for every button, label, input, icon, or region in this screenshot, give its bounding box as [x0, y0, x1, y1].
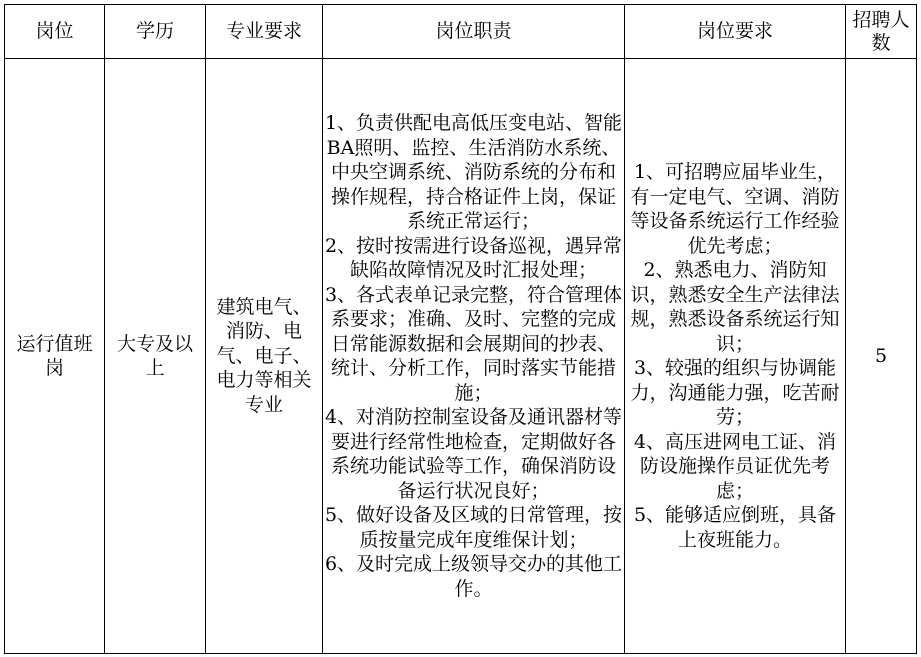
- cell-education: [105, 59, 206, 654]
- header-headcount: [846, 5, 917, 59]
- major-value: 建筑电气、消防、电气、电子、电力等相关专业: [216, 295, 312, 416]
- requirement-item: 3、较强的组织与协调能力，沟通能力强，吃苦耐劳；: [630, 357, 840, 428]
- requirement-item: 2、熟悉电力、消防知识，熟悉安全生产法律法规，熟悉设备系统运行知识；: [630, 259, 840, 355]
- header-education: 学历: [105, 5, 206, 59]
- cell-position: [5, 59, 105, 654]
- duty-item: 1、负责供配电高低压变电站、智能BA照明、监控、生活消防水系统、中央空调系统、消防系统的分布和操作规程，持合格证件上岗，保证系统正常运行；: [324, 112, 623, 232]
- header-major: 专业要求: [206, 5, 323, 59]
- requirement-item: 5、能够适应倒班，具备上夜班能力。: [633, 504, 837, 551]
- cell-duties: [323, 59, 625, 654]
- duty-item: 3、各式表单记录完整，符合管理体系要求；准确、及时、完整的完成日常能源数据和会展期间的抄表、统计、分析工作，同时落实节能措施；: [324, 283, 623, 404]
- cell-requirements: [625, 59, 846, 654]
- cell-headcount: [846, 59, 917, 654]
- duty-item: 2、按时按需进行设备巡视，遇异常缺陷故障情况及时汇报处理；: [324, 234, 623, 281]
- requirement-item: 4、高压进网电工证、消防设施操作员证优先考虑；: [633, 430, 837, 502]
- headcount-value: 5: [874, 344, 888, 367]
- header-duties: 岗位职责: [323, 5, 625, 59]
- duty-item: 4、对消防控制室设备及通讯器材等要进行经常性地检查，定期做好各系统功能试验等工作，确保消防设备运行状况良好；: [324, 406, 623, 502]
- job-requirements-table: [4, 4, 917, 654]
- duty-item: 5、做好设备及区域的日常管理，按质按量完成年度维保计划；: [324, 504, 623, 551]
- education-value: 大专及以上: [116, 332, 193, 379]
- table-row: [5, 59, 917, 654]
- requirement-item: 1、可招聘应届毕业生，有一定电气、空调、消防等设备系统运行工作经验优先考虑；: [630, 161, 840, 257]
- header-row: [5, 5, 917, 59]
- duty-item: 6、及时完成上级领导交办的其他工作。: [324, 553, 623, 600]
- header-requirements: 岗位要求: [625, 5, 846, 59]
- header-position: 岗位: [5, 5, 105, 59]
- position-value: 运行值班岗: [16, 332, 93, 379]
- header-headcount-label: 招聘人数: [852, 8, 910, 54]
- cell-major: [206, 59, 323, 654]
